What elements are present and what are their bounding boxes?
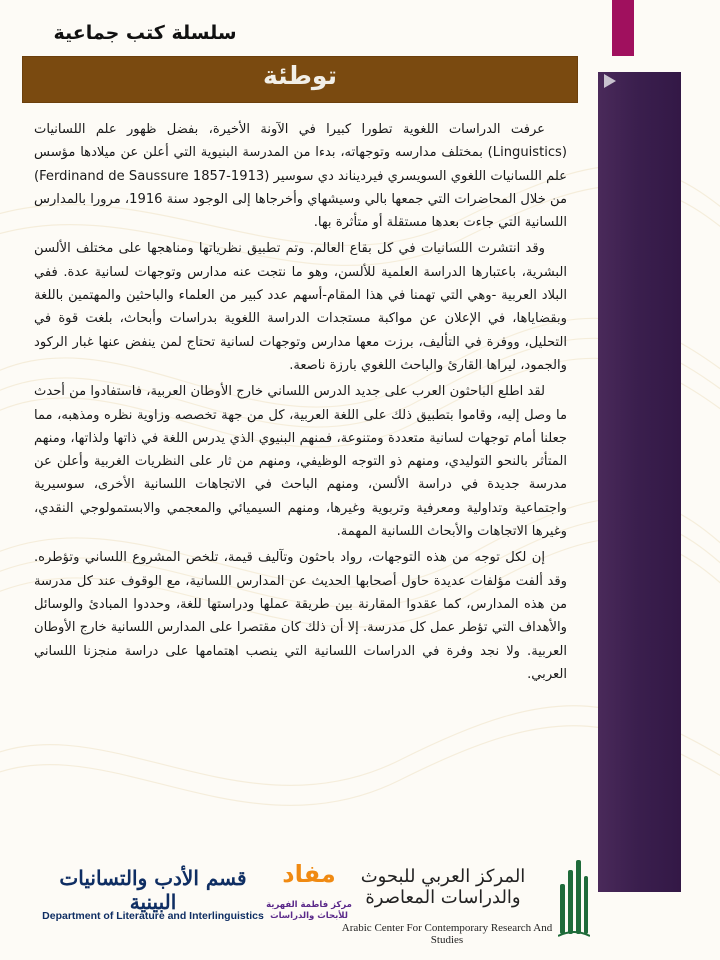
- series-title: سلسلة كتب جماعية: [53, 22, 237, 44]
- section-title: توطئة: [263, 61, 337, 90]
- paragraph: عرفت الدراسات اللغوية تطورا كبيرا في الآونة الأخيرة، بفضل ظهور علم اللسانيات (Linguistics) بمختلف مدارسه وتوجهاته، بدءا من المدرسة البنيوية التي أعلن عن ميلادها مؤسس علم اللسانيات اللغوي السويسري فيرديناند دي سوسير (Ferdinand de Saussure 1857-1913) من خلال المحاضرات التي جمعها بالي وسيشهاي وأخرجاها إلى الوجود سنة 1916، مرورا بالمدارس اللسانية التي جاءت بعدها مستقلة أو متأثرة بها.: [34, 122, 568, 231]
- department-logo-arabic: قسم الأدب والتسانيات البينية: [59, 866, 247, 914]
- paragraph: لقد اطلع الباحثون العرب على جديد الدرس اللساني خارج الأوطان العربية، فاستفادوا من أحدث ما وصل إليه، وقاموا بتطبيق ذلك على اللغة العربية، كل من جهة تخصصه وزاوية نظره ومذهبه، مما جعلنا أمام توجهات لسانية متعددة ومتنوعة، فمنهم البنيوي الذي يدرس اللغة في ذاتها ولذاتها، ومنهم المتأثر بالنحو التوليدي، ومنهم ذو التوجه الوظيفي، ومنهم من ثار على النظريات الغربية وأعلن عن مدرسة جديدة في دراسة الألسن، ومنهم الباحث في الاتجاهات اللسانية الأخرى، سوسيرية واجتماعية وتداولية ومعرفية وتربوية وغيرها، ومنهم السيميائي والمعجمي والابستمولوجي النقدي، وغيرها الاتجاهات والأبحاث اللسانية المهمة.: [34, 384, 567, 540]
- department-logo: [42, 858, 264, 930]
- section-title-bar: [22, 56, 578, 103]
- arrow-marker-icon: [604, 74, 616, 88]
- center-logo-english: Arabic Center For Contemporary Research And Studies: [341, 922, 553, 946]
- mofad-logo-subtitle: مركز فاطمة الفهرية للأبحاث والدراسات: [266, 900, 352, 921]
- purple-accent-bar: [598, 72, 681, 892]
- arabic-center-logo: [336, 852, 590, 944]
- paragraph: وقد انتشرت اللسانيات في كل بقاع العالم. وتم تطبيق نظرياتها ومناهجها على مختلف الألسن البشرية، باعتبارها الدراسة العلمية للألسن، وهو ما نتجت عنه مدارس وتوجهات لسانية عدة. ففي البلاد العربية -وهي التي تهمنا في هذا المقام-أسهم عدد كبير من العلماء والباحثين والمهتمين باللغة وبقضاياها، في الإعلان عن مواكبة مستجدات الدراسة اللغوية بدراسات وأبحاث، بلغت قوة في التحليل، ووفرة في التأليف، برزت معها مدارس وتوجهات لسانية تحتاج لمن ينفض عنها غبار الركود والجمود، ليراها القارئ والباحث اللغوي بارزة ناصعة.: [34, 241, 567, 373]
- mofad-logo-word: مفاد: [282, 860, 336, 888]
- center-logo-arabic: المركز العربي للبحوث والدراسات المعاصرة: [360, 866, 526, 908]
- body-text: [34, 118, 567, 689]
- department-logo-english: Department of Literature and Interlinguistics: [42, 910, 264, 922]
- paragraph: إن لكل توجه من هذه التوجهات، رواد باحثون وتآليف قيمة، تلخص المشروع اللساني وتؤطره. وقد ألفت مؤلفات عديدة حاول أصحابها الحديث عن المدارس اللسانية، مع الوقوف عند كل مدرسة من هذه المدارس، كما عقدوا المقارنة بين طريقة عملها ودراستها للغة، وحددوا المبادئ والوسائل والأهداف التي تؤطر عمل كل مدرسة. إلا أن ذلك كان مقتصرا على المدارس اللسانية خارج الأوطان العربية. ولا نجد وفرة في الدراسات اللسانية التي ينصب اهتمامها على دراسة منجزنا اللساني العربي.: [34, 550, 567, 682]
- center-emblem-icon: [558, 854, 590, 942]
- footer-logos: [30, 852, 590, 944]
- magenta-accent-block: [612, 0, 634, 56]
